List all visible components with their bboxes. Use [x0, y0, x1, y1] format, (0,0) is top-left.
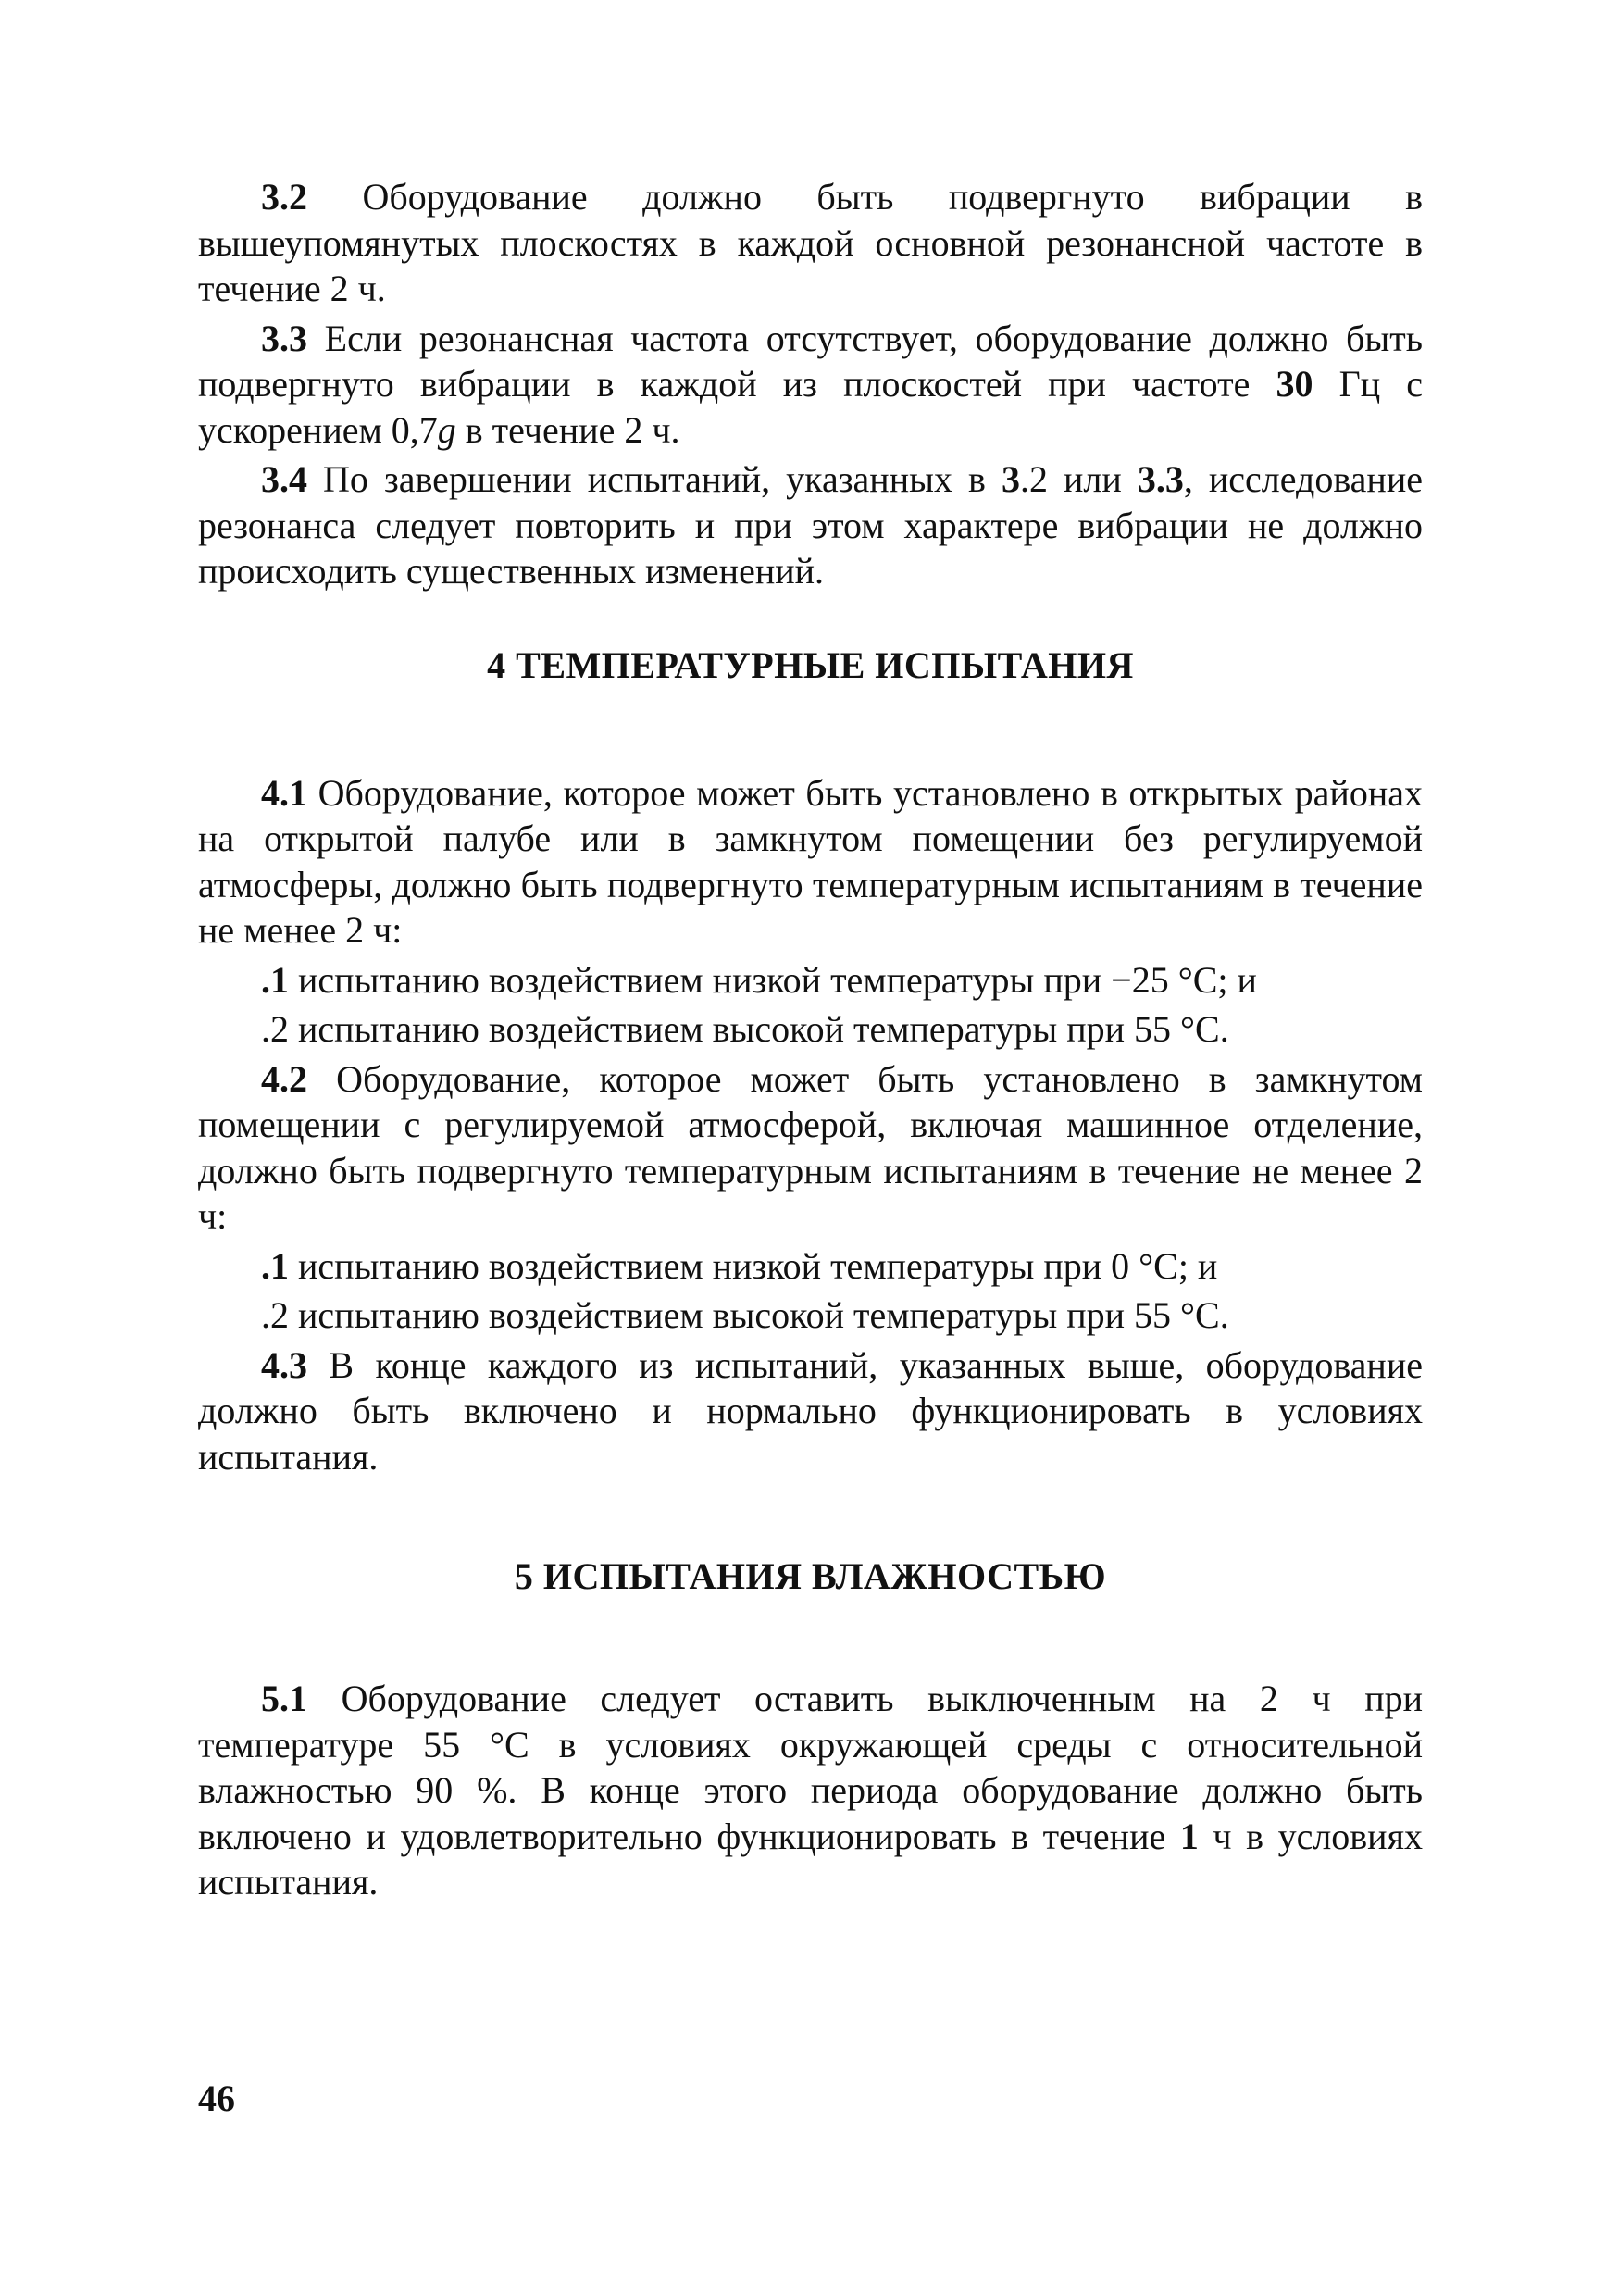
section-heading-4: 4 ТЕМПЕРАТУРНЫЕ ИСПЫТАНИЯ [487, 643, 1134, 686]
paragraph-text: Оборудование, которое может быть установлено в открытых районах на открытой палубе или в замкнутом помещении без регулируемой атмосферы, должно быть подвергнуто температурным испытаниям в течение не менее 2 ч: [198, 771, 1423, 951]
duration-value: 1 [1179, 1815, 1199, 1857]
item-text: испытанию воздействием высокой температуры при 55 °С. [289, 1008, 1229, 1050]
list-item-4-1-1 [198, 957, 1423, 1004]
paragraph-text: , исследование резонанса следует повторить и при этом характере вибрации не должно происходить существенных изменений. [198, 458, 1424, 592]
paragraph-text: или [1047, 458, 1138, 500]
list-item-4-1-2 [198, 1006, 1423, 1053]
clause-reference-rest: .2 [1019, 458, 1048, 500]
gravity-symbol: g [437, 408, 456, 451]
paragraph-text: Оборудование, которое может быть установлено в замкнутом помещении с регулируемой атмосферой, включая машинное отделение, должно быть подвергнуто температурным испытаниям в течение не менее 2 ч: [198, 1057, 1423, 1237]
list-item-4-2-1 [198, 1243, 1423, 1290]
paragraph-text: По завершении испытаний, указанных в [307, 458, 1002, 500]
paragraph-3-2 [198, 174, 1423, 312]
paragraph-5-1 [198, 1676, 1423, 1905]
clause-reference: 3.3 [1137, 458, 1184, 500]
item-number: .1 [261, 1244, 289, 1287]
clause-number: 4.3 [261, 1343, 307, 1386]
document-page [198, 174, 1423, 1909]
clause-number: 5.1 [261, 1678, 307, 1719]
item-text: испытанию воздействием низкой температуры при −25 °С; и [289, 958, 1257, 1001]
paragraph-4-3 [198, 1342, 1423, 1480]
paragraph-text: Гц с ускорением 0,7 [198, 363, 1423, 451]
paragraph-3-4 [198, 456, 1423, 594]
page-number: 46 [198, 2078, 235, 2119]
list-item-4-2-2 [198, 1292, 1423, 1339]
paragraph-text: Оборудование должно быть подвергнуто вибрации в вышеупомянутых плоскостях в каждой основной резонансной частоте в течение 2 ч. [198, 176, 1423, 309]
clause-number: 3.2 [261, 176, 307, 218]
section-heading-5: 5 ИСПЫТАНИЯ ВЛАЖНОСТЬЮ [514, 1555, 1107, 1597]
paragraph-text: в течение 2 ч. [455, 408, 680, 451]
item-number: .1 [261, 958, 289, 1001]
clause-number: 4.2 [261, 1057, 307, 1100]
paragraph-4-1 [198, 770, 1423, 954]
frequency-value: 30 [1276, 363, 1313, 405]
paragraph-text: ч в условиях испытания. [198, 1815, 1423, 1903]
item-text: испытанию воздействием высокой температуры при 55 °С. [289, 1294, 1229, 1336]
item-number: .2 [261, 1294, 289, 1336]
paragraph-4-2 [198, 1056, 1423, 1240]
paragraph-text: Если резонансная частота отсутствует, оборудование должно быть подвергнуто вибрации в каждой из плоскостей при частоте [198, 317, 1423, 405]
item-text: испытанию воздействием низкой температуры при 0 °С; и [289, 1244, 1218, 1287]
clause-number: 4.1 [261, 771, 307, 814]
paragraph-text: В конце каждого из испытаний, указанных выше, оборудование должно быть включено и нормально функционировать в условиях испытания. [198, 1343, 1423, 1478]
paragraph-text: Оборудование следует оставить выключенным на 2 ч при температуре 55 °С в условиях окружающей среды с относительной влажностью 90 %. В конце этого периода оборудование должно быть включено и удовлетворительно функционировать в течение [198, 1678, 1423, 1857]
clause-reference: 3 [1001, 458, 1020, 500]
clause-number: 3.3 [261, 317, 307, 359]
clause-number: 3.4 [261, 458, 307, 500]
item-number: .2 [261, 1008, 289, 1050]
paragraph-3-3 [198, 316, 1423, 454]
